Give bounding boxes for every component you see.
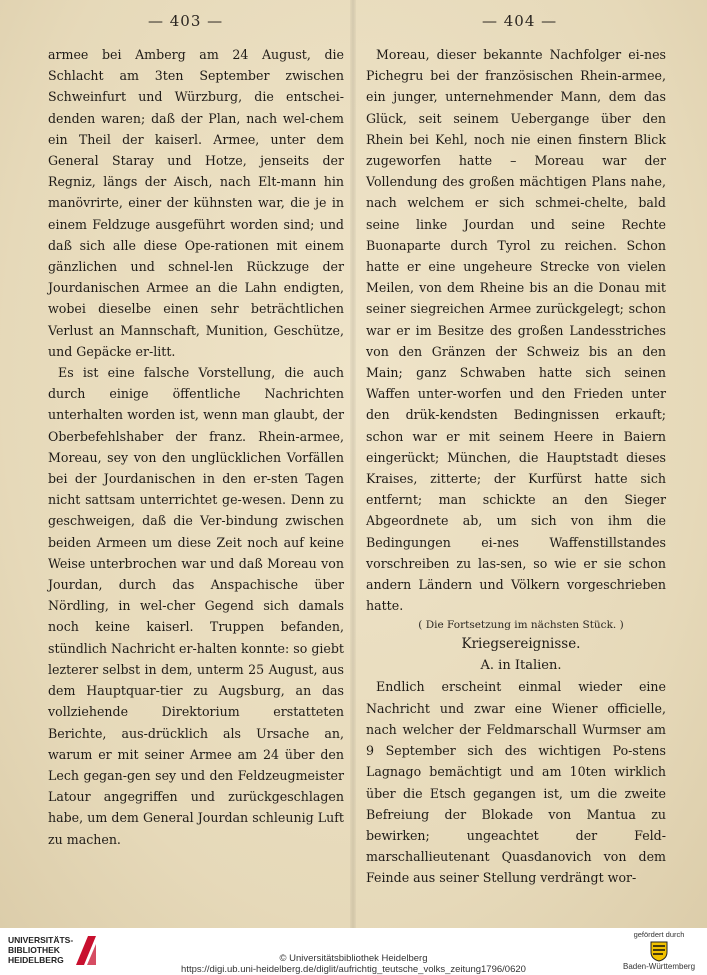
section-subheading: A. in Italien. xyxy=(480,658,562,674)
continuation-note: ( Die Fortsetzung im nächsten Stück. ) xyxy=(418,619,624,632)
viewer-footer xyxy=(0,928,707,974)
library-name-line: BIBLIOTHEK xyxy=(8,945,60,955)
baden-wuerttemberg-crest-icon xyxy=(646,940,672,962)
text-paragraph: Moreau, dieser bekannte Nachfolger ei-nes Pichegru bei der französischen Rhein-armee, ein junger, unternehmender Mann, dem das Glück, seit seinem Uebergange über den Rhein bei Kehl, noch nie einen finstern Blick zugeworfen hatte – Moreau war der Vollendung des großen mächtigen Plans nahe, nach welchem er sich schmei-chelte, bald seine linke Jourdan und seine Rechte Buonaparte durch Tyrol zu reichen. Schon hatte er eine ungeheure Strecke von vielen Meilen, von dem Rheine bis an die Donau mit seiner siegreichen Armee zurückgelegt; schon war er im Besitze des großen Landesstriches von den Gränzen der Schweiz bis an den Main; ganz Schwaben hatte sich seinen Waffen unter-worfen und den Frieden unter den drük-kendsten Bedingnissen erkauft; schon war er mit seinem Heere in Baiern eingerückt; München, die Hauptstadt dieses Kraises, zitterte; der Kurfürst hatte sich entfernt; man schickte an den Sieger Abgeordnete ab, um sich von ihm die Bedingungen ei-nes Waffenstillstandes vorschreiben zu las-sen, so wie er sie schon andern Ländern und Völkern vorgeschrieben hatte. xyxy=(366,47,666,614)
copyright-notice: © Universitätsbibliothek Heidelberg xyxy=(279,953,428,964)
text-paragraph: Es ist eine falsche Vorstellung, die auch durch einige öffentliche Nachrichten unterhalten worden ist, wenn man glaubt, der Oberbefehlshaber der franz. Rhein-armee, Moreau, sey von den unglücklichen Vorfällen bei der Jourdanischen in den er-sten Tagen nicht sattsam unterrichtet ge-wesen. Denn zu geschweigen, daß die Ver-bindung zwischen beiden Armeen um diese Zeit noch auf keine Weise unterbrochen war und daß Moreau von Jourdan, durch das Anspachische über Nördling, in wel-cher Gegend sich damals noch keine kaiserl. Truppen befanden, stündlich Nachricht er-halten konnte: so giebt lezterer selbst in dem, unterm 25 August, aus dem Hauptquar-tier zu Augsburg, an das vollziehende Direktorium erstatteten Berichte, aus-drücklich als Ursache an, warum er mit seiner Armee am 24 über den Lech gegan-gen sey und den Feldzeugmeister Latour angegriffen und zurückgeschlagen habe, um dem General Jourdan schleunig Luft zu machen. xyxy=(48,365,344,847)
text-paragraph: armee bei Amberg am 24 August, die Schlacht am 3ten September zwischen Schweinfurt und Würzburg, die entschei-denden waren; daß der Plan, nach wel-chem ein Theil der kaiserl. Armee, unter dem General Staray und Hotze, jenseits der Regniz, längs der Aisch, nach Elt-mann hin manövrirte, einer der kühnsten war, die je in einem Feldzuge ausgeführt worden sind; und daß sich alle diese Ope-rationen mit einem gänzlichen und schnel-len Rückzuge der Jourdanischen Armee an die Lahn endigten, wobei dieselbe einen sehr beträchtlichen Verlust an Mannschaft, Munition, Geschütze, und Gepäcke er-litt. xyxy=(48,47,344,359)
funder-name: Baden-Württemberg xyxy=(622,962,696,971)
funder-label: gefördert durch xyxy=(633,930,685,939)
right-page-number: — 404 — xyxy=(482,12,558,30)
left-text-column xyxy=(48,44,344,850)
right-text-column xyxy=(366,44,666,889)
library-name-line: UNIVERSITÄTS- xyxy=(8,935,74,945)
left-page-number: — 403 — xyxy=(148,12,224,30)
funder-badge xyxy=(619,930,699,974)
section-heading: Kriegsereignisse. xyxy=(461,636,581,653)
text-paragraph: Endlich erscheint einmal wieder eine Nachricht und zwar eine Wiener officielle, nach welcher der Feldmarschall Wurmser am 9 September sich des wichtigen Po-stens Lagnago bemächtigt und am 10ten wirklich über die Etsch gegangen ist, um die zweite Befreiung der Blokade von Mantua zu bewirken; ungeachtet der Feld-marschallieutenant Quasdanovich von dem Feinde aus seiner Stellung verdrängt wor- xyxy=(366,679,666,886)
book-gutter xyxy=(350,0,356,928)
permalink-url[interactable]: https://digi.ub.uni-heidelberg.de/diglit/aufrichtig_teutsche_volks_zeitung1796/0620 xyxy=(181,964,526,975)
library-name-line: HEIDELBERG xyxy=(8,955,64,965)
